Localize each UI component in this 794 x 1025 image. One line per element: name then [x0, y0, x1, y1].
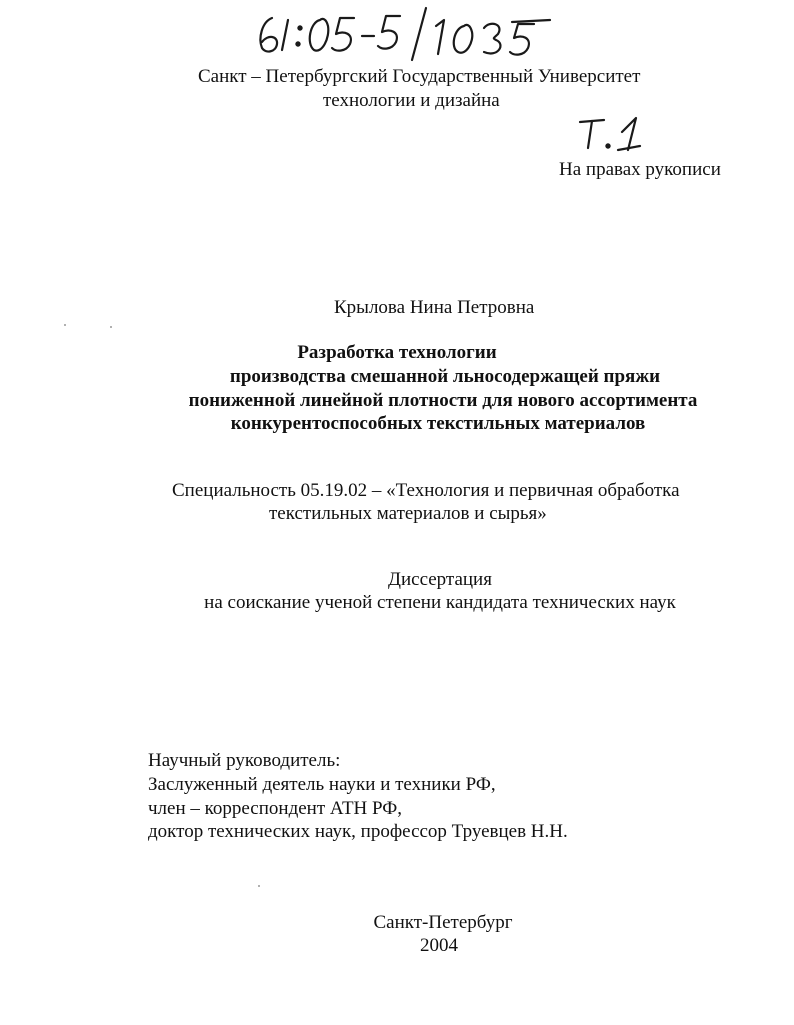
- supervisor-heading: Научный руководитель:: [148, 750, 341, 771]
- year: 2004: [420, 935, 458, 956]
- scan-speck: [258, 885, 260, 887]
- author-name: Крылова Нина Петровна: [334, 297, 535, 318]
- dissertation-title-line3: пониженной линейной плотности для нового ассортимента: [188, 390, 698, 411]
- degree-line: на соискание ученой степени кандидата технических наук: [204, 592, 676, 613]
- handwritten-archive-mark: [250, 4, 570, 64]
- city: Санкт-Петербург: [373, 912, 513, 933]
- supervisor-membership-line: член – корреспондент АТН РФ,: [148, 798, 403, 819]
- dissertation-label: Диссертация: [388, 569, 492, 590]
- handwritten-copy-mark: [574, 110, 654, 154]
- university-name-line2: технологии и дизайна: [323, 90, 500, 111]
- supervisor-title-line: Заслуженный деятель науки и техники РФ,: [148, 774, 496, 795]
- dissertation-title-line2: производства смешанной льносодержащей пряжи: [229, 366, 661, 387]
- specialty-line1: Специальность 05.19.02 – «Технология и первичная обработка: [172, 480, 680, 501]
- specialty-line2: текстильных материалов и сырья»: [269, 503, 547, 524]
- university-name-line1: Санкт – Петербургский Государственный Университет: [198, 66, 641, 87]
- supervisor-name-line: доктор технических наук, профессор Труевцев Н.Н.: [148, 821, 568, 842]
- scan-speck: [110, 326, 112, 328]
- scan-speck: [64, 324, 66, 326]
- manuscript-rights: На правах рукописи: [559, 159, 721, 180]
- dissertation-title-line1: Разработка технологии: [297, 342, 497, 363]
- dissertation-title-line4: конкурентоспособных текстильных материалов: [230, 413, 646, 434]
